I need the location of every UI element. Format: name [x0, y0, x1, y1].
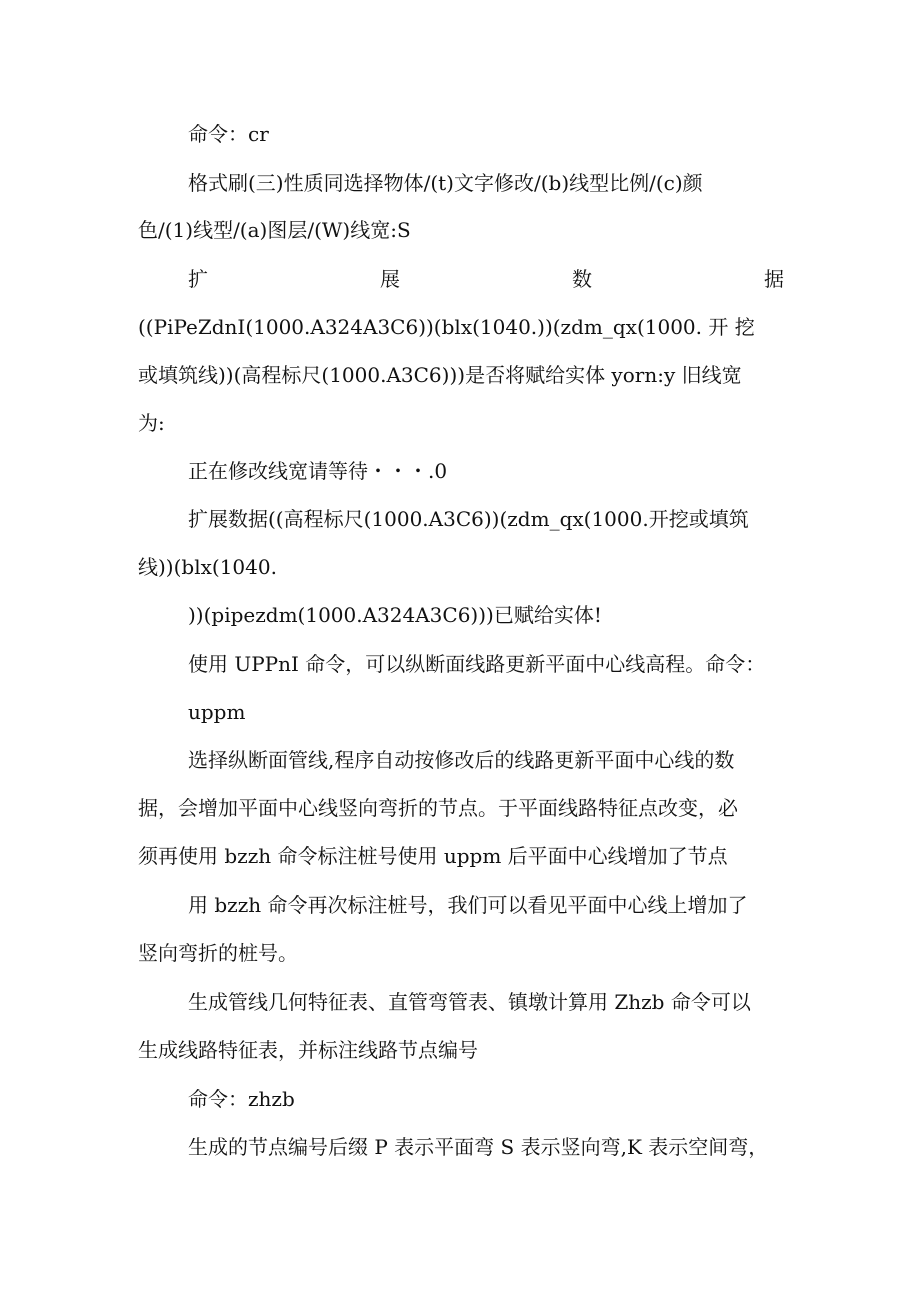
spread-char: 扩 [188, 267, 208, 291]
text-line: 线))(blx(1040. [138, 555, 277, 579]
spread-char: 展 [380, 267, 400, 291]
text-line: 为: [138, 411, 165, 435]
text-line: 扩展数据((高程标尺(1000.A3C6))(zdm_qx(1000.开挖或填筑 [188, 507, 749, 531]
text-line: 格式刷(三)性质同选择物体/(t)文字修改/(b)线型比例/(c)颜 [188, 171, 703, 195]
text-line: ((PiPeZdnI(1000.A324A3C6))(blx(1040.))(zdm_qx(1000. 开 挖 [138, 315, 755, 339]
spread-char: 据 [764, 267, 784, 291]
text-line: 命令：cr [188, 122, 269, 146]
text-line: 用 bzzh 命令再次标注桩号，我们可以看见平面中心线上增加了 [188, 893, 748, 917]
text-line: uppm [188, 700, 246, 724]
spread-heading [188, 265, 784, 293]
text-line: 命令：zhzb [188, 1087, 295, 1111]
spread-char: 数 [572, 267, 592, 291]
text-line: 生成的节点编号后缀 P 表示平面弯 S 表示竖向弯,K 表示空间弯， [188, 1135, 769, 1159]
text-line: 须再使用 bzzh 命令标注桩号使用 uppm 后平面中心线增加了节点 [138, 844, 728, 868]
text-line: 生成线路特征表，并标注线路节点编号 [138, 1038, 478, 1062]
text-line: ))(pipezdm(1000.A324A3C6)))已赋给实体! [188, 603, 602, 627]
text-line: 色/(1)线型/(a)图层/(W)线宽:S [138, 218, 411, 242]
text-line: 使用 UPPnI 命令，可以纵断面线路更新平面中心线高程。命令： [188, 652, 766, 676]
text-line: 或填筑线))(高程标尺(1000.A3C6)))是否将赋给实体 yorn:y 旧线宽 [138, 363, 742, 387]
text-line: 据，会增加平面中心线竖向弯折的节点。于平面线路特征点改变，必 [138, 796, 738, 820]
text-line: 选择纵断面管线,程序自动按修改后的线路更新平面中心线的数 [188, 748, 735, 772]
text-line: 竖向弯折的桩号。 [138, 941, 298, 965]
text-line: 正在修改线宽请等待・・・.0 [188, 459, 448, 483]
text-line: 生成管线几何特征表、直管弯管表、镇墩计算用 Zhzb 命令可以 [188, 990, 751, 1014]
